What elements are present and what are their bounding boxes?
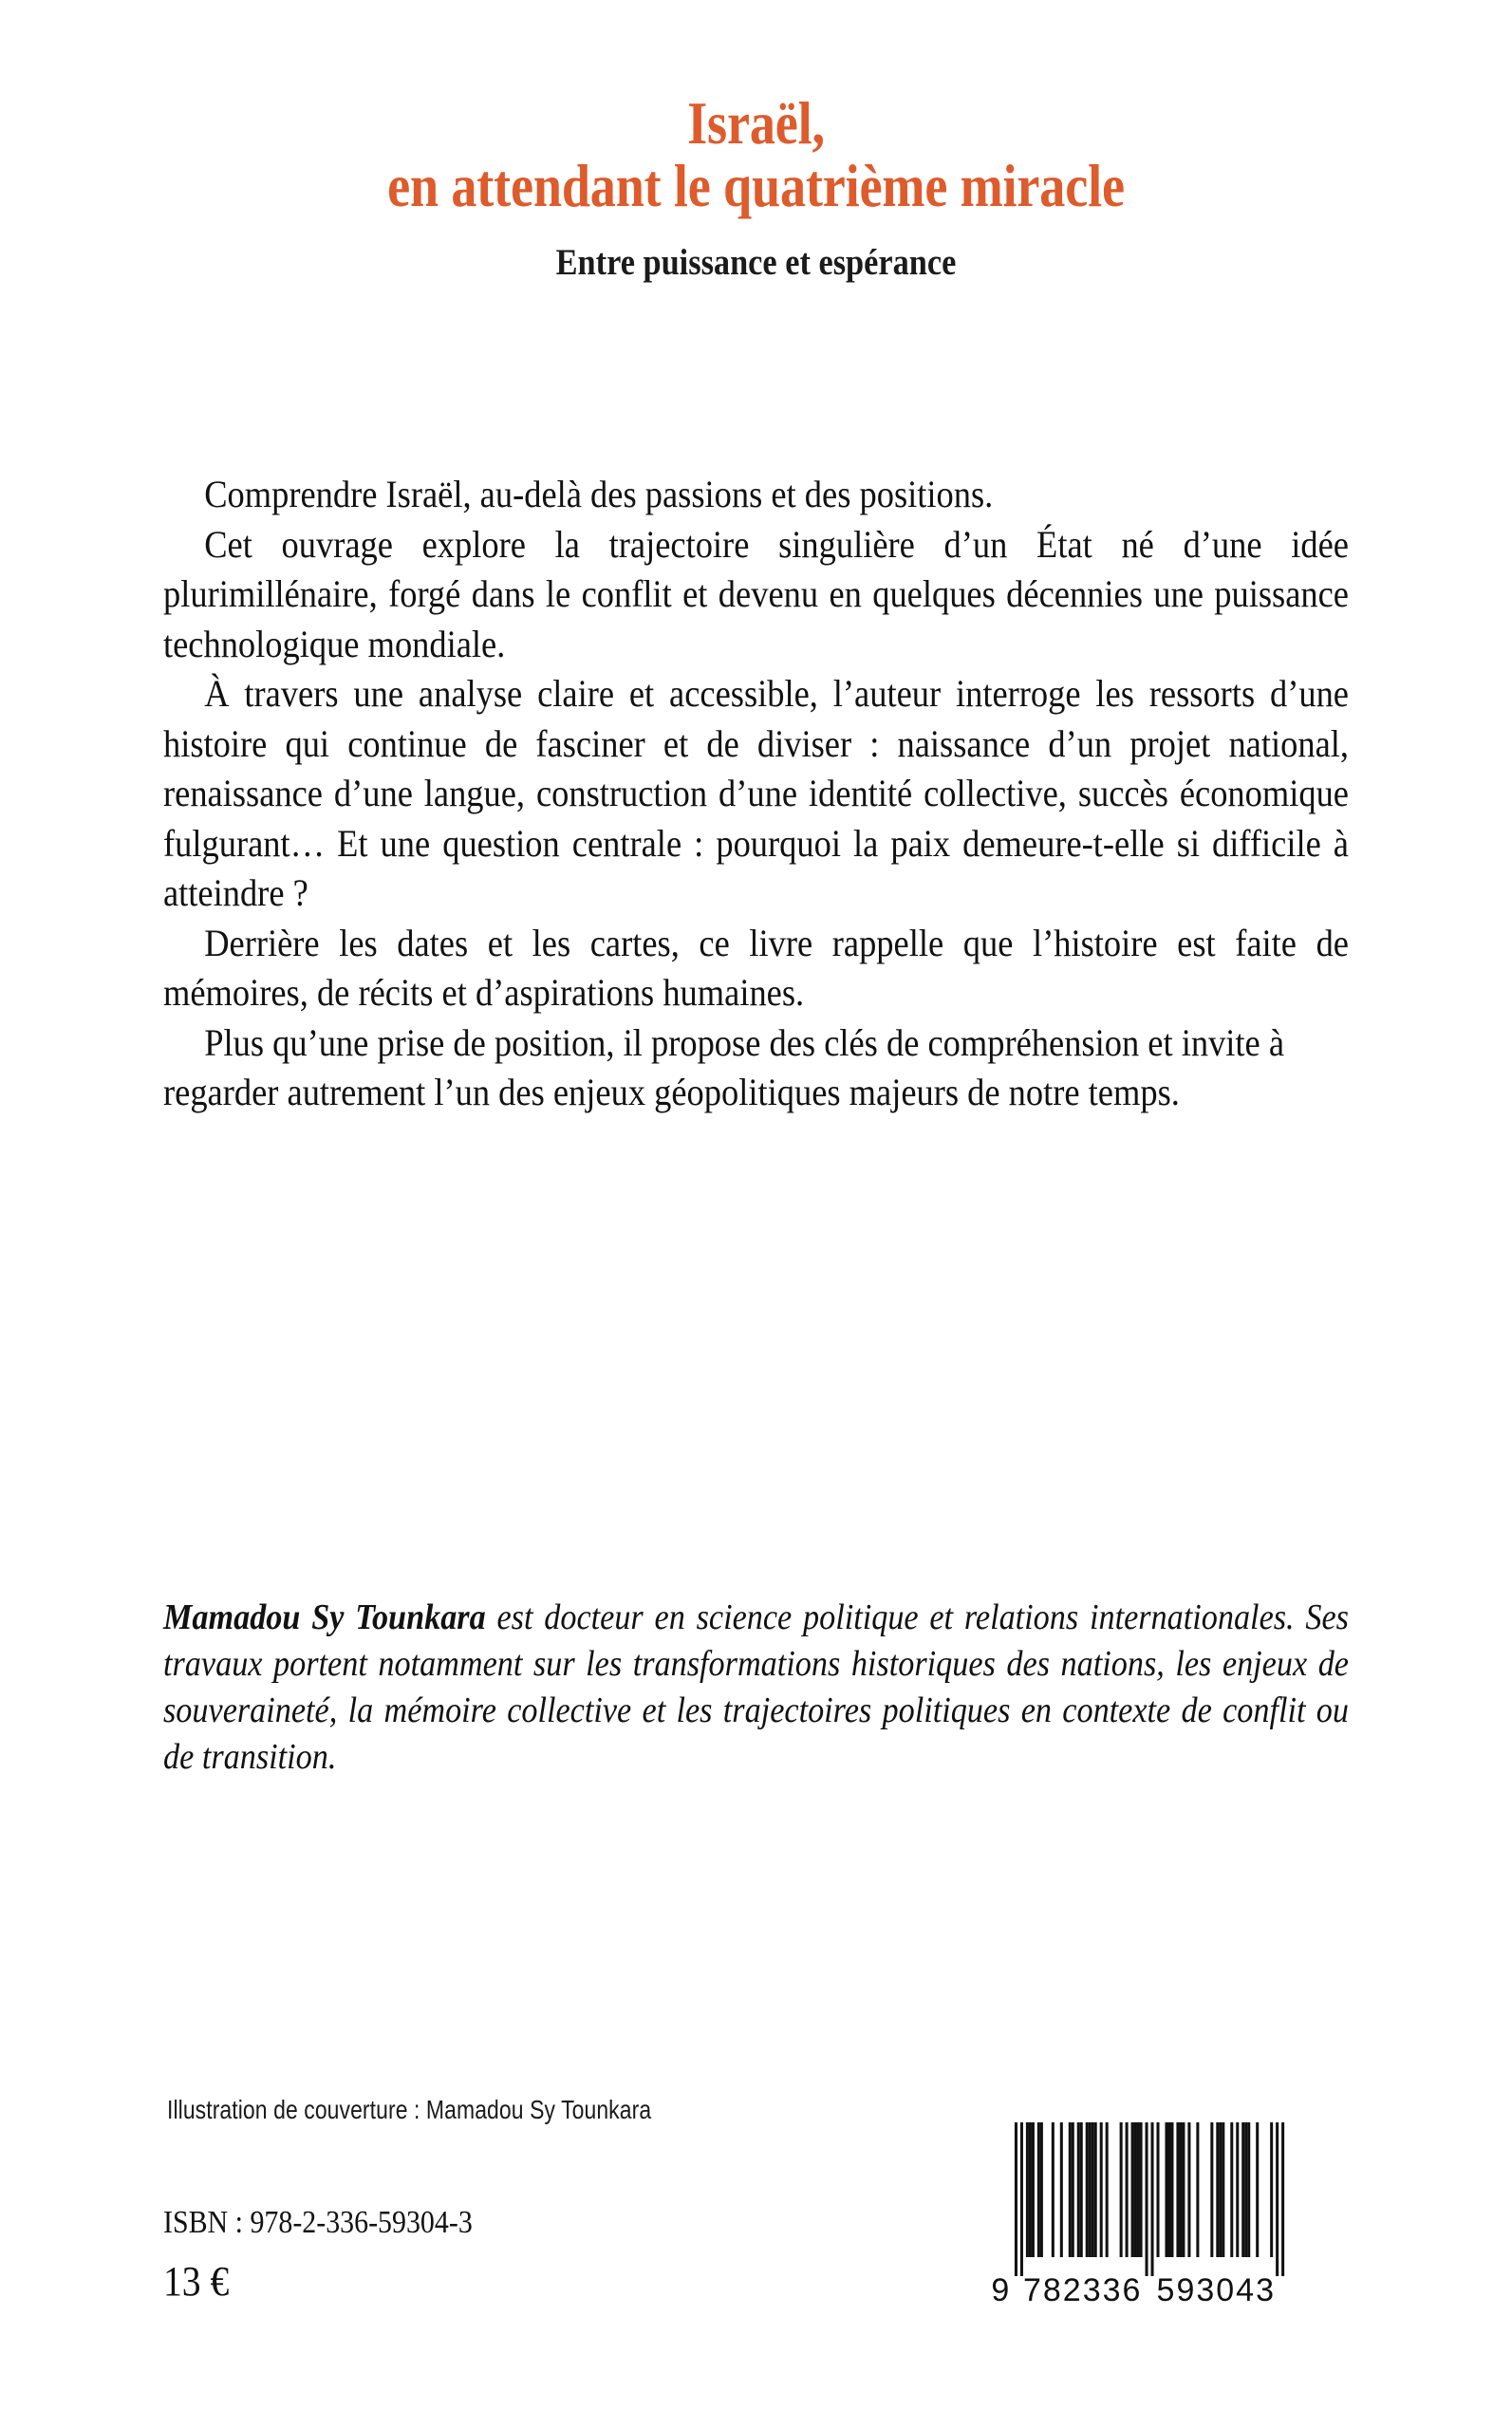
book-title-line-2: en attendant le quatrième miracle [387,152,1125,219]
book-title [106,90,1407,219]
blurb-paragraph: Plus qu’une prise de position, il propose des clés de compréhension et invite à regarder autrement l’un des enjeux géopolitiques majeurs de notre temps. [163,1020,1285,1113]
blurb-paragraph: Derrière les dates et les cartes, ce livre rappelle que l’histoire est faite de mémoires, de récits et d’aspirations humaines. [163,921,1349,1014]
svg-text:9: 9 [991,2272,1012,2308]
book-subtitle: Entre puissance et espérance [555,242,957,284]
author-bio-paragraph [163,1595,1349,1781]
svg-text:782336: 782336 [1022,2272,1143,2308]
blurb-text [163,470,1348,1118]
blurb-paragraph: Comprendre Israël, au-delà des passions et des positions. [204,473,994,515]
price-label: 13 € [163,2258,230,2305]
isbn-label: ISBN : 978-2-336-59304-3 [163,2205,473,2240]
author-name: Mamadou Sy Tounkara [163,1597,486,1637]
author-bio [163,1595,1348,1781]
blurb-paragraph: Cet ouvrage explore la trajectoire singulière d’un État né d’une idée plurimillénaire, forgé dans le conflit et devenu en quelques décennies une puissance technologique mondiale. [163,522,1349,665]
blurb-paragraph: À travers une analyse claire et accessible, l’auteur interroge les ressorts d’une histoire qui continue de fasciner et de diviser : naissance d’un projet national, renaissance d’une langue, construction d’une identité collective, succès économique fulgurant… Et une question centrale : pourquoi la paix demeure-t-elle si difficile à atteindre ? [163,672,1349,914]
svg-text:593043: 593043 [1156,2272,1277,2308]
title-block [0,90,1512,284]
book-title-line-1: Israël, [687,90,825,157]
ean13-barcode [989,2119,1310,2313]
cover-illustration-credit: Illustration de couverture : Mamadou Sy Tounkara [167,2095,652,2124]
author-bio-text: est docteur en science politique et relations internationales. Ses travaux portent notamment sur les transformations historiques des nations, les enjeux de souveraineté, la mémoire collective et les trajectoires politiques en contexte de conflit ou de transition. [163,1597,1349,1777]
